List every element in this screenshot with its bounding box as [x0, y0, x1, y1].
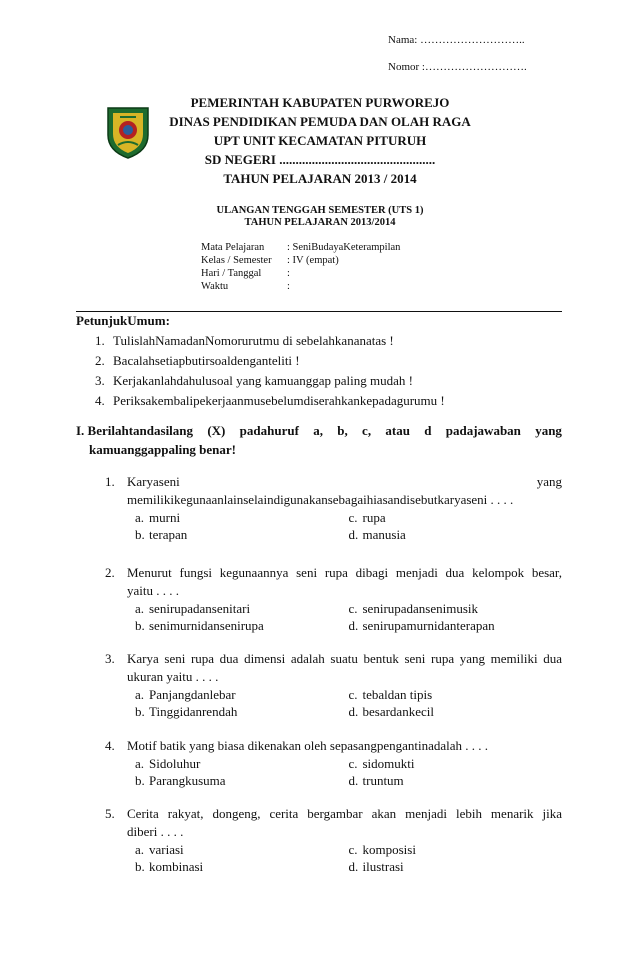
- option-text: senirupadansenitari: [149, 601, 251, 616]
- section-word: padahuruf: [239, 423, 299, 438]
- option-text: Tinggidanrendah: [149, 704, 238, 719]
- section-word: d: [424, 423, 432, 438]
- question-number: 5.: [105, 806, 115, 821]
- option-letter: d.: [348, 773, 359, 788]
- list-number: 2.: [95, 353, 105, 368]
- question-number: 1.: [105, 474, 115, 489]
- option-text: sidomukti: [362, 756, 415, 771]
- option-text: tebaldan tipis: [362, 687, 433, 702]
- section-word: yang: [535, 423, 562, 438]
- option-letter: d.: [348, 859, 359, 874]
- exam-title: [160, 205, 480, 229]
- option-d[interactable]: [349, 772, 563, 789]
- option-letter: c.: [348, 510, 358, 525]
- list-number: 4.: [95, 393, 105, 408]
- list-text: Periksakembalipekerjaanmusebelumdiserahkankepadagurumu !: [113, 393, 445, 408]
- list-item: [95, 391, 445, 411]
- option-a[interactable]: [135, 686, 349, 703]
- list-item: [95, 371, 445, 391]
- question-number: 4.: [105, 738, 115, 753]
- exam-title-line-2: TAHUN PELAJARAN 2013/2014: [244, 217, 396, 228]
- info-value: : SeniBudayaKeterampilan: [287, 242, 401, 253]
- option-c[interactable]: [349, 755, 563, 772]
- header-line-5: TAHUN PELAJARAN 2013 / 2014: [223, 171, 417, 186]
- info-key: Mata Pelajaran: [201, 242, 265, 253]
- question-5: [105, 805, 562, 875]
- option-letter: c.: [348, 756, 358, 771]
- question-1: [105, 473, 562, 543]
- option-letter: c.: [348, 687, 358, 702]
- option-letter: b.: [135, 773, 145, 788]
- section-heading-line-1: [76, 421, 562, 440]
- option-a[interactable]: [135, 755, 349, 772]
- question-text: Motif batik yang biasa dikenakan oleh sepasangpengantinadalah . . . .: [127, 738, 489, 753]
- option-letter: b.: [135, 859, 145, 874]
- option-text: variasi: [149, 842, 184, 857]
- instructions-list: [95, 331, 445, 411]
- option-letter: b.: [135, 618, 145, 633]
- section-word: c,: [362, 423, 372, 438]
- section-word: padajawaban: [445, 423, 521, 438]
- option-text: senirupadansenimusik: [362, 601, 479, 616]
- option-text: manusia: [362, 527, 406, 542]
- option-letter: a.: [135, 601, 145, 616]
- list-item: [95, 331, 445, 351]
- section-word: (X): [207, 423, 226, 438]
- section-word: I. Berilahtandasilang: [76, 423, 194, 438]
- name-field-label: Nama: ………………………..: [388, 34, 525, 46]
- option-text: murni: [149, 510, 181, 525]
- option-letter: a.: [135, 842, 145, 857]
- question-text: Karyaseni: [127, 474, 180, 489]
- option-text: senirupamurnidanterapan: [362, 618, 495, 633]
- exam-title-line-1: ULANGAN TENGGAH SEMESTER (UTS 1): [216, 205, 424, 216]
- option-b[interactable]: [135, 703, 349, 720]
- question-3: [105, 650, 562, 720]
- question-text: Karya seni rupa dua dimensi adalah suatu bentuk seni rupa yang memiliki dua: [127, 651, 562, 666]
- option-text: terapan: [149, 527, 188, 542]
- option-text: ilustrasi: [362, 859, 404, 874]
- question-text: yaitu . . . .: [127, 583, 179, 598]
- option-c[interactable]: [349, 841, 563, 858]
- exam-info-table: [201, 241, 400, 293]
- info-row: [201, 254, 400, 267]
- header-line-3: UPT UNIT KECAMATAN PITURUH: [213, 133, 427, 148]
- info-row: [201, 267, 400, 280]
- info-key: Kelas / Semester: [201, 255, 272, 266]
- school-header: [130, 93, 510, 188]
- info-row: [201, 280, 400, 293]
- option-c[interactable]: [349, 509, 563, 526]
- header-line-2: DINAS PENDIDIKAN PEMUDA DAN OLAH RAGA: [169, 114, 471, 129]
- option-text: senimurnidansenirupa: [149, 618, 264, 633]
- option-a[interactable]: [135, 841, 349, 858]
- option-text: rupa: [362, 510, 386, 525]
- option-d[interactable]: [349, 858, 563, 875]
- question-text: memilikikegunaanlainselaindigunakansebagaihiasandisebutkaryaseni . . . .: [127, 492, 514, 507]
- option-d[interactable]: [349, 617, 563, 634]
- question-number: 2.: [105, 565, 115, 580]
- info-value: :: [287, 268, 290, 279]
- info-value: : IV (empat): [287, 255, 339, 266]
- option-text: besardankecil: [362, 704, 434, 719]
- list-text: Kerjakanlahdahulusoal yang kamuanggap paling mudah !: [113, 373, 413, 388]
- header-line-4: SD NEGERI ................................................: [204, 152, 436, 167]
- option-d[interactable]: [349, 526, 563, 543]
- question-number: 3.: [105, 651, 115, 666]
- option-letter: d.: [348, 704, 359, 719]
- header-divider: [76, 311, 562, 312]
- option-text: Sidoluhur: [149, 756, 201, 771]
- info-value: :: [287, 281, 290, 292]
- number-field-label: Nomor :……………………….: [388, 61, 527, 73]
- option-b[interactable]: [135, 858, 349, 875]
- list-text: Bacalahsetiapbutirsoaldenganteliti !: [113, 353, 300, 368]
- option-letter: b.: [135, 704, 145, 719]
- option-d[interactable]: [349, 703, 563, 720]
- question-4: [105, 737, 562, 789]
- list-number: 3.: [95, 373, 105, 388]
- list-number: 1.: [95, 333, 105, 348]
- question-2: [105, 564, 562, 634]
- question-text: Menurut fungsi kegunaannya seni rupa dibagi menjadi dua kelompok besar,: [127, 565, 562, 580]
- option-b[interactable]: [135, 772, 349, 789]
- option-letter: a.: [135, 756, 145, 771]
- instructions-title: PetunjukUmum:: [76, 313, 170, 328]
- option-a[interactable]: [135, 509, 349, 526]
- option-letter: d.: [348, 618, 359, 633]
- header-line-1: PEMERINTAH KABUPATEN PURWOREJO: [190, 95, 450, 110]
- option-text: truntum: [362, 773, 404, 788]
- section-word: a,: [313, 423, 323, 438]
- option-letter: a.: [135, 510, 145, 525]
- question-text: yang: [536, 474, 562, 489]
- option-letter: b.: [135, 527, 145, 542]
- section-heading-line-2: kamuanggappaling benar!: [89, 442, 237, 457]
- question-text: Cerita rakyat, dongeng, cerita bergambar akan menjadi lebih menarik jika: [127, 806, 562, 821]
- info-key: Waktu: [201, 281, 229, 292]
- option-letter: c.: [348, 842, 358, 857]
- list-item: [95, 351, 445, 371]
- section-word: atau: [385, 423, 410, 438]
- option-b[interactable]: [135, 526, 349, 543]
- option-text: Panjangdanlebar: [149, 687, 236, 702]
- list-text: TulislahNamadanNomorurutmu di sebelahkananatas !: [113, 333, 394, 348]
- option-a[interactable]: [135, 600, 349, 617]
- option-c[interactable]: [349, 600, 563, 617]
- info-row: [201, 241, 400, 254]
- option-text: komposisi: [362, 842, 416, 857]
- option-c[interactable]: [349, 686, 563, 703]
- option-letter: a.: [135, 687, 145, 702]
- section-heading: [76, 421, 562, 459]
- option-letter: d.: [348, 527, 359, 542]
- question-text: diberi . . . .: [127, 824, 184, 839]
- section-word: b,: [337, 423, 348, 438]
- option-text: kombinasi: [149, 859, 204, 874]
- option-letter: c.: [348, 601, 358, 616]
- option-b[interactable]: [135, 617, 349, 634]
- question-text: ukuran yaitu . . . .: [127, 669, 219, 684]
- info-key: Hari / Tanggal: [201, 268, 262, 279]
- option-text: Parangkusuma: [149, 773, 226, 788]
